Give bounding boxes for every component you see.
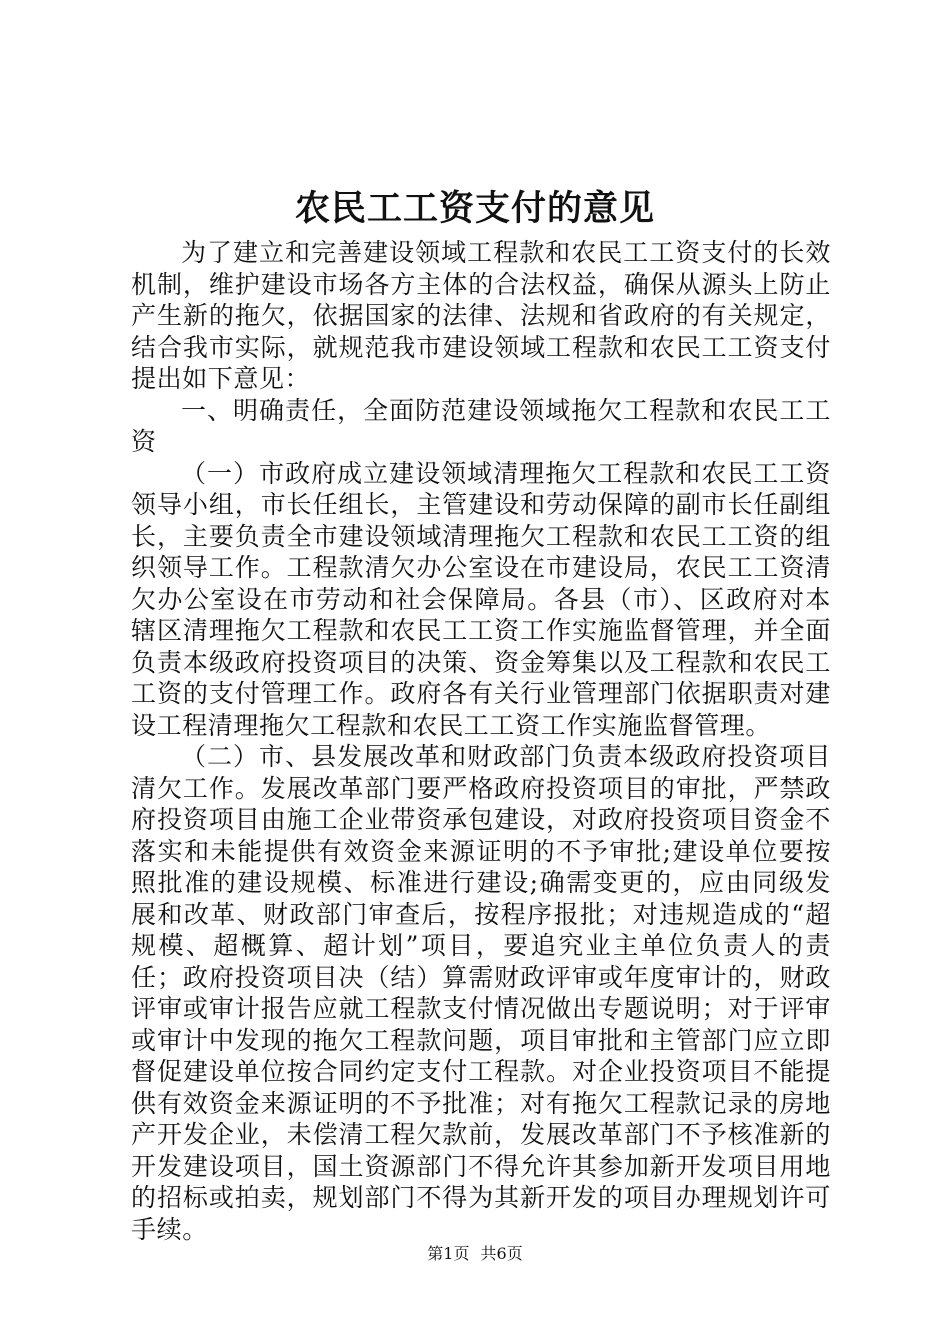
paragraph-item-1: （一）市政府成立建设领域清理拖欠工程款和农民工工资领导小组，市长任组长，主管建设和劳动保障的副市长任副组长，主要负责全市建设领域清理拖欠工程款和农民工工资的组织领导工作。工程款清欠办公室设在市建设局，农民工工资清欠办公室设在市劳动和社会保障局。各县（市）、区政府对本辖区清理拖欠工程款和农民工工资工作实施监督管理，并全面负责本级政府投资项目的决策、资金筹集以及工程款和农民工工资的支付管理工作。政府各有关行业管理部门依据职责对建设工程清理拖欠工程款和农民工工资工作实施监督管理。: [131, 458, 831, 740]
paragraph-intro: 为了建立和完善建设领域工程款和农民工工资支付的长效机制，维护建设市场各方主体的合法权益，确保从源头上防止产生新的拖欠，依据国家的法律、法规和省政府的有关规定，结合我市实际，就规范我市建设领域工程款和农民工工资支付提出如下意见：: [131, 238, 831, 393]
total-page-count: 共6页: [480, 1244, 523, 1263]
document-body: [131, 237, 831, 1245]
paragraph-item-2: （二）市、县发展改革和财政部门负责本级政府投资项目清欠工作。发展改革部门要严格政府投资项目的审批，严禁政府投资项目由施工企业带资承包建设，对政府投资项目资金不落实和未能提供有效资金来源证明的不予审批;建设单位要按照批准的建设规模、标准进行建设;确需变更的，应由同级发展和改革、财政部门审查后，按程序报批；对违规造成的“超规模、超概算、超计划”项目，要追究业主单位负责人的责任；政府投资项目决（结）算需财政评审或年度审计的，财政评审或审计报告应就工程款支付情况做出专题说明；对于评审或审计中发现的拖欠工程款问题，项目审批和主管部门应立即督促建设单位按合同约定支付工程款。对企业投资项目不能提供有效资金来源证明的不予批准；对有拖欠工程款记录的房地产开发企业，未偿清工程欠款前，发展改革部门不予核准新的开发建设项目，国土资源部门不得允许其参加新开发项目用地的招标或拍卖，规划部门不得为其新开发的项目办理规划许可手续。: [131, 742, 831, 1244]
current-page-number: 第1页: [427, 1244, 470, 1263]
document-title: 农民工工资支付的意见: [294, 188, 655, 229]
page-footer: [0, 1243, 950, 1265]
paragraph-section-heading: 一、明确责任，全面防范建设领域拖欠工程款和农民工工资: [131, 395, 831, 456]
